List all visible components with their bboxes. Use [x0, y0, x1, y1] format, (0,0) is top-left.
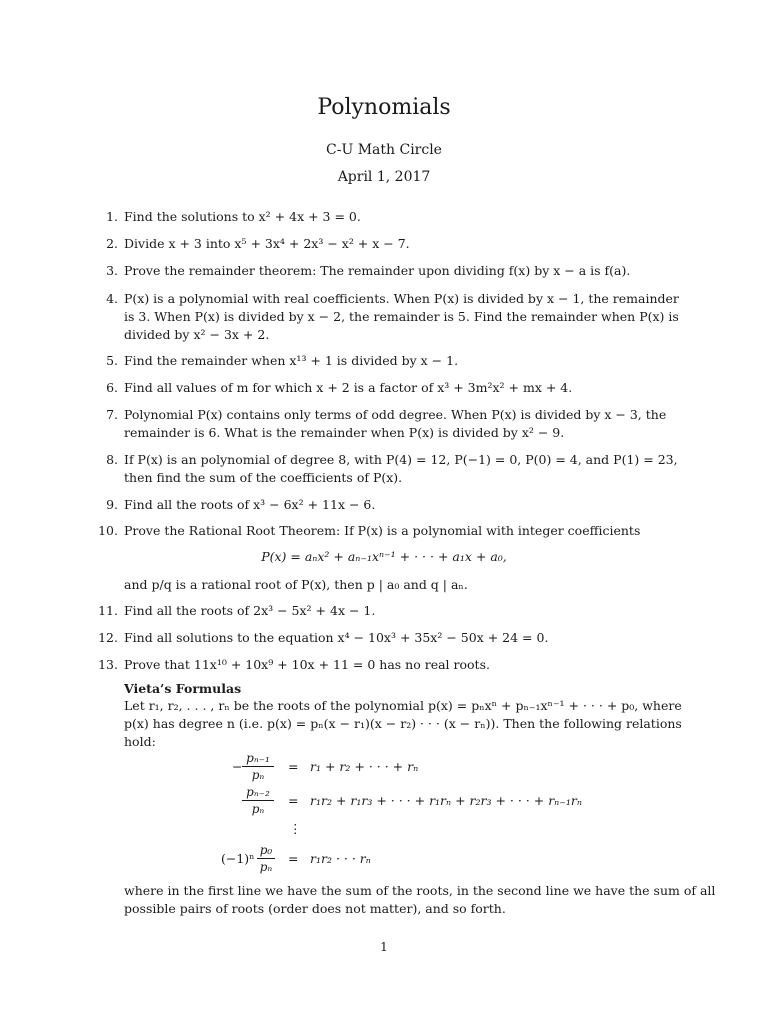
- page-number: 1: [380, 940, 388, 954]
- problem-text: [124, 379, 680, 397]
- formula-rhs: r₁r₂ + r₁r₃ + · · · + r₁rₙ + r₂r₃ + · · · + rₙ₋₁rₙ: [310, 793, 582, 808]
- equals-sign: =: [288, 851, 299, 866]
- organization: C-U Math Circle: [326, 142, 442, 158]
- vieta-closing-line: where in the first line we have the sum of the roots, in the second line we have the sum of all: [124, 883, 716, 898]
- problem-number: 12.: [98, 630, 118, 645]
- vieta-closing: [124, 882, 716, 918]
- problem-text: [124, 656, 680, 674]
- formula-fraction: [242, 750, 274, 783]
- fraction-numerator: pₙ₋₂: [246, 785, 270, 799]
- formula-fraction: [242, 784, 274, 817]
- problem-text: [124, 451, 680, 487]
- problem-line: and p/q is a rational root of P(x), then p | a₀ and q | aₙ.: [124, 577, 468, 592]
- problem-number: 8.: [106, 452, 118, 467]
- fraction-denominator: pₙ: [251, 768, 265, 782]
- formula-fraction: [257, 842, 275, 875]
- problem-line: Find all the roots of x³ − 6x² + 11x − 6.: [124, 497, 376, 512]
- fraction-numerator: p₀: [259, 843, 273, 857]
- problem-text: [124, 406, 680, 442]
- problem-number: 7.: [106, 407, 118, 422]
- problem-text: [124, 602, 680, 620]
- problem-line: Find all the roots of 2x³ − 5x² + 4x − 1.: [124, 603, 376, 618]
- problem-text: [124, 522, 680, 540]
- problem-number: 10.: [98, 523, 118, 538]
- problem-line: then find the sum of the coefficients of P(x).: [124, 470, 403, 485]
- problem-text: [124, 208, 680, 226]
- problem-line: Prove the Rational Root Theorem: If P(x) is a polynomial with integer coefficients: [124, 523, 641, 538]
- problem-line: divided by x² − 3x + 2.: [124, 327, 270, 342]
- vieta-heading: Vieta’s Formulas: [124, 681, 242, 696]
- problem-line: Prove that 11x¹⁰ + 10x⁹ + 10x + 11 = 0 has no real roots.: [124, 657, 490, 672]
- problem-line: Polynomial P(x) contains only terms of odd degree. When P(x) is divided by x − 3, the: [124, 407, 667, 422]
- problem-number: 6.: [106, 380, 118, 395]
- problem-number: 1.: [106, 209, 118, 224]
- problem-line: If P(x) is an polynomial of degree 8, with P(4) = 12, P(−1) = 0, P(0) = 4, and P(1) = 23,: [124, 452, 678, 467]
- vieta-closing-line: possible pairs of roots (order does not matter), and so forth.: [124, 901, 506, 916]
- formula-rhs: r₁ + r₂ + · · · + rₙ: [310, 759, 419, 774]
- formula-prefix: −: [232, 759, 243, 774]
- problem-text: [124, 352, 680, 370]
- problem-number: 4.: [106, 291, 118, 306]
- problem-text: [124, 262, 680, 280]
- vieta-intro-line: hold:: [124, 734, 156, 749]
- problem-text: [124, 290, 680, 344]
- problem-line: Find the solutions to x² + 4x + 3 = 0.: [124, 209, 361, 224]
- problem-text: [124, 576, 680, 594]
- formula-rhs: r₁r₂ · · · rₙ: [310, 851, 371, 866]
- problem-text: [124, 496, 680, 514]
- problem-line: Prove the remainder theorem: The remainder upon dividing f(x) by x − a is f(a).: [124, 263, 631, 278]
- rational-root-equation: P(x) = aₙx² + aₙ₋₁xⁿ⁻¹ + · · · + a₁x + a₀,: [261, 549, 507, 564]
- fraction-numerator: pₙ₋₁: [246, 751, 270, 765]
- problem-line: P(x) is a polynomial with real coefficients. When P(x) is divided by x − 1, the remainder: [124, 291, 679, 306]
- problem-number: 5.: [106, 353, 118, 368]
- problem-text: [124, 235, 680, 253]
- formula-prefix: (−1)ⁿ: [221, 851, 255, 866]
- problem-text: [124, 629, 680, 647]
- fraction-denominator: pₙ: [251, 802, 265, 816]
- problem-line: Find the remainder when x¹³ + 1 is divided by x − 1.: [124, 353, 459, 368]
- vieta-intro-line: p(x) has degree n (i.e. p(x) = pₙ(x − r₁)(x − r₂) · · · (x − rₙ)). Then the following relations: [124, 716, 682, 731]
- problem-number: 2.: [106, 236, 118, 251]
- problem-number: 11.: [98, 603, 118, 618]
- problem-number: 9.: [106, 497, 118, 512]
- problem-line: Find all solutions to the equation x⁴ − 10x³ + 35x² − 50x + 24 = 0.: [124, 630, 549, 645]
- vieta-intro-line: Let r₁, r₂, . . . , rₙ be the roots of the polynomial p(x) = pₙxⁿ + pₙ₋₁xⁿ⁻¹ + · · · + p₀, where: [124, 698, 682, 713]
- problem-number: 3.: [106, 263, 118, 278]
- fraction-denominator: pₙ: [259, 860, 273, 874]
- date: April 1, 2017: [337, 169, 431, 185]
- problem-number: 13.: [98, 657, 118, 672]
- page-title: Polynomials: [317, 95, 451, 120]
- problem-line: Find all values of m for which x + 2 is a factor of x³ + 3m²x² + mx + 4.: [124, 380, 573, 395]
- problem-line: is 3. When P(x) is divided by x − 2, the remainder is 5. Find the remainder when P(x) is: [124, 309, 679, 324]
- problem-line: Divide x + 3 into x⁵ + 3x⁴ + 2x³ − x² + x − 7.: [124, 236, 410, 251]
- vertical-ellipsis: ⋮: [289, 821, 302, 836]
- vieta-intro: [124, 697, 680, 751]
- problem-line: remainder is 6. What is the remainder when P(x) is divided by x² − 9.: [124, 425, 565, 440]
- equals-sign: =: [288, 759, 299, 774]
- equals-sign: =: [288, 793, 299, 808]
